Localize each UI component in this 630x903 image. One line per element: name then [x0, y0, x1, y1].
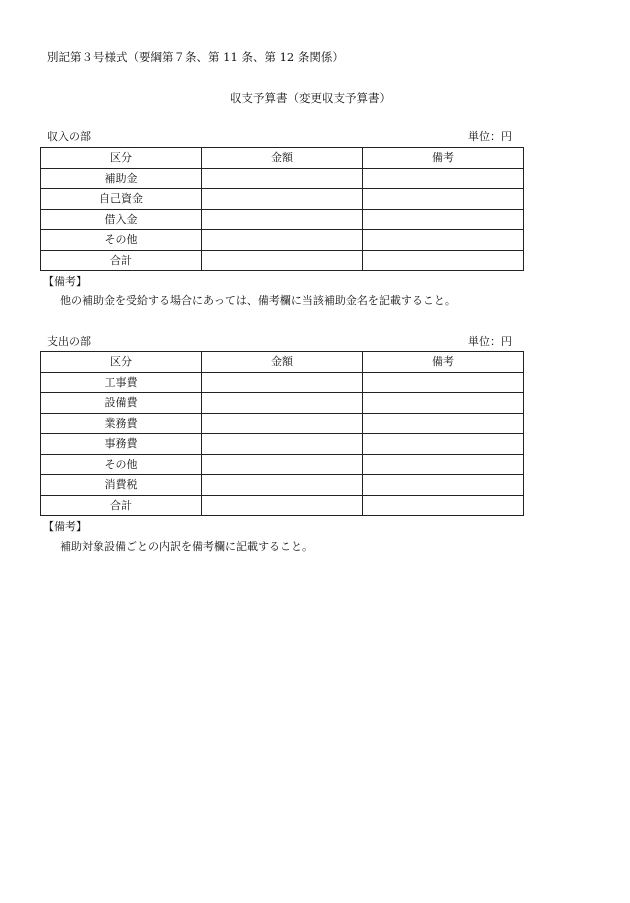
- table-row: [41, 372, 524, 393]
- income-note-text: 他の補助金を受給する場合にあっては、備考欄に当該補助金名を記載すること。: [60, 294, 456, 307]
- income-remarks-cell[interactable]: [363, 168, 524, 189]
- expense-header-remarks: 備考: [363, 352, 524, 373]
- expense-row-category: 業務費: [41, 413, 202, 434]
- income-table: [40, 147, 524, 271]
- table-row: [41, 230, 524, 251]
- income-amount-cell[interactable]: [202, 209, 363, 230]
- expense-section-title: 支出の部: [47, 335, 91, 348]
- table-row: [41, 168, 524, 189]
- expense-remarks-cell[interactable]: [363, 372, 524, 393]
- expense-remarks-cell[interactable]: [363, 475, 524, 496]
- expense-amount-cell[interactable]: [202, 454, 363, 475]
- table-row: [41, 495, 524, 516]
- expense-header-row: [41, 352, 524, 373]
- expense-row-category: 消費税: [41, 475, 202, 496]
- form-label: 別記第３号様式（要綱第７条、第 11 条、第 12 条関係）: [47, 50, 344, 64]
- income-header-category: 区分: [41, 148, 202, 169]
- document-title: 収支予算書（変更収支予算書）: [230, 91, 391, 105]
- expense-row-category: その他: [41, 454, 202, 475]
- expense-amount-cell[interactable]: [202, 495, 363, 516]
- income-row-category: 合計: [41, 250, 202, 271]
- table-row: [41, 475, 524, 496]
- expense-note-heading: 【備考】: [43, 520, 87, 533]
- table-row: [41, 434, 524, 455]
- expense-row-category: 設備費: [41, 393, 202, 414]
- income-row-category: 借入金: [41, 209, 202, 230]
- income-remarks-cell[interactable]: [363, 189, 524, 210]
- income-note-heading: 【備考】: [43, 275, 87, 288]
- expense-row-category: 工事費: [41, 372, 202, 393]
- income-amount-cell[interactable]: [202, 230, 363, 251]
- income-amount-cell[interactable]: [202, 168, 363, 189]
- table-row: [41, 413, 524, 434]
- expense-remarks-cell[interactable]: [363, 393, 524, 414]
- table-row: [41, 209, 524, 230]
- income-remarks-cell[interactable]: [363, 250, 524, 271]
- table-row: [41, 250, 524, 271]
- expense-header-category: 区分: [41, 352, 202, 373]
- table-row: [41, 393, 524, 414]
- income-remarks-cell[interactable]: [363, 230, 524, 251]
- income-row-category: 自己資金: [41, 189, 202, 210]
- expense-amount-cell[interactable]: [202, 434, 363, 455]
- income-header-amount: 金額: [202, 148, 363, 169]
- table-row: [41, 454, 524, 475]
- expense-remarks-cell[interactable]: [363, 434, 524, 455]
- expense-row-category: 合計: [41, 495, 202, 516]
- expense-amount-cell[interactable]: [202, 413, 363, 434]
- expense-row-category: 事務費: [41, 434, 202, 455]
- expense-unit-label: 単位：円: [468, 335, 512, 348]
- expense-remarks-cell[interactable]: [363, 454, 524, 475]
- income-row-category: 補助金: [41, 168, 202, 189]
- expense-table: [40, 351, 524, 516]
- expense-remarks-cell[interactable]: [363, 495, 524, 516]
- expense-remarks-cell[interactable]: [363, 413, 524, 434]
- expense-header-amount: 金額: [202, 352, 363, 373]
- expense-amount-cell[interactable]: [202, 475, 363, 496]
- income-amount-cell[interactable]: [202, 250, 363, 271]
- expense-amount-cell[interactable]: [202, 372, 363, 393]
- income-header-row: [41, 148, 524, 169]
- expense-note-text: 補助対象設備ごとの内訳を備考欄に記載すること。: [60, 540, 313, 553]
- income-section-title: 収入の部: [47, 130, 91, 143]
- income-header-remarks: 備考: [363, 148, 524, 169]
- expense-amount-cell[interactable]: [202, 393, 363, 414]
- income-amount-cell[interactable]: [202, 189, 363, 210]
- income-remarks-cell[interactable]: [363, 209, 524, 230]
- income-unit-label: 単位：円: [468, 130, 512, 143]
- income-row-category: その他: [41, 230, 202, 251]
- table-row: [41, 189, 524, 210]
